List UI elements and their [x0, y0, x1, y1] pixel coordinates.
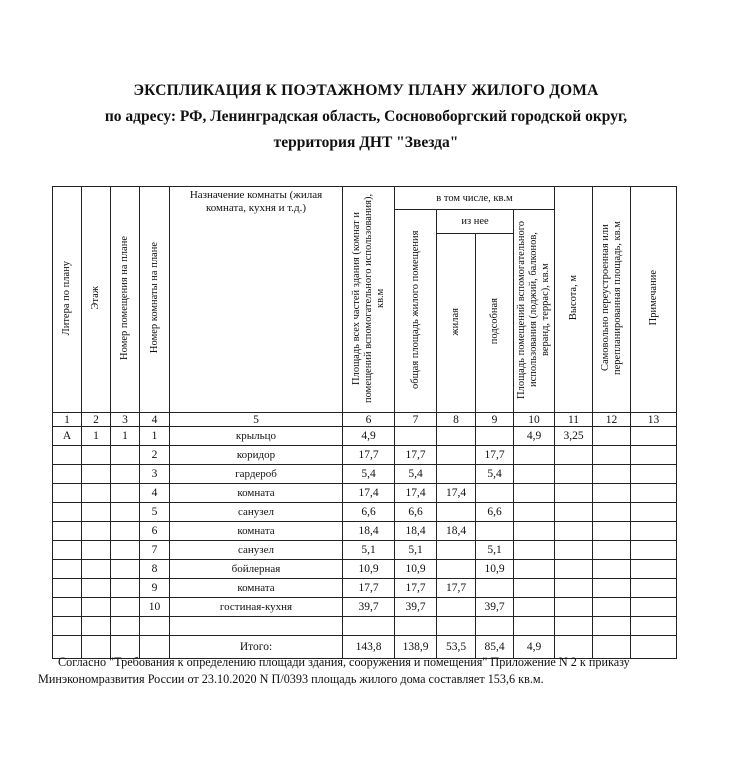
cell-unauthorized	[593, 560, 631, 579]
cell-living-total	[395, 427, 437, 446]
cell-living	[437, 446, 476, 465]
table-row	[53, 560, 677, 579]
cell-note	[631, 522, 677, 541]
header-living: жилая	[437, 234, 476, 413]
cell-total-area	[343, 617, 395, 636]
col-number: 6	[343, 413, 395, 427]
table-row	[53, 617, 677, 636]
cell-living	[437, 541, 476, 560]
cell-height	[555, 579, 593, 598]
table-row	[53, 484, 677, 503]
cell-aux-premises	[514, 579, 555, 598]
cell-premises-no	[111, 484, 140, 503]
cell-auxiliary: 6,6	[476, 503, 514, 522]
total-living-value: 53,5	[437, 636, 476, 659]
cell-auxiliary	[476, 579, 514, 598]
cell-living-total: 17,4	[395, 484, 437, 503]
col-number: 7	[395, 413, 437, 427]
col-number: 9	[476, 413, 514, 427]
header-aux-premises: Площадь помещений вспомогательного использования (лоджий, балконов, веранд, террас), кв.м	[514, 210, 555, 413]
cell-note	[631, 446, 677, 465]
cell-height	[555, 617, 593, 636]
total-living-total-value: 138,9	[395, 636, 437, 659]
cell-auxiliary: 10,9	[476, 560, 514, 579]
header-premises-no: Номер помещения на плане	[111, 187, 140, 413]
cell-height: 3,25	[555, 427, 593, 446]
cell-floor	[82, 522, 111, 541]
cell-purpose: крыльцо	[170, 427, 343, 446]
cell-living-total: 17,7	[395, 579, 437, 598]
cell-room-no: 5	[140, 503, 170, 522]
col-number: 1	[53, 413, 82, 427]
document-title	[0, 78, 732, 156]
cell-purpose: бойлерная	[170, 560, 343, 579]
table-row	[53, 579, 677, 598]
cell-aux-premises	[514, 560, 555, 579]
title-line-2: по адресу: РФ, Ленинградская область, Сосновоборгский городской округ,	[104, 108, 628, 125]
cell-room-no	[140, 617, 170, 636]
cell-living-total: 5,4	[395, 465, 437, 484]
table-row	[53, 427, 677, 446]
area-note: Согласно "Требования к определению площади здания, сооружения и помещения" Приложение N 2 к приказу Минэкономразвития России от 23.10.2020 N П/0393 площадь жилого дома составляет 153,6 кв.м.	[38, 655, 630, 686]
cell-total-area: 39,7	[343, 598, 395, 617]
col-number: 13	[631, 413, 677, 427]
header-purpose: Назначение комнаты (жилая комната, кухня и т.д.)	[170, 187, 343, 413]
cell-room-no: 10	[140, 598, 170, 617]
col-number: 4	[140, 413, 170, 427]
cell-room-no: 8	[140, 560, 170, 579]
cell-living	[437, 617, 476, 636]
cell-aux-premises	[514, 465, 555, 484]
cell-living	[437, 427, 476, 446]
header-living-total: общая площадь жилого помещения	[395, 210, 437, 413]
cell-premises-no	[111, 617, 140, 636]
cell-total-area: 17,7	[343, 446, 395, 465]
cell-note	[631, 465, 677, 484]
cell-litera	[53, 446, 82, 465]
cell-note	[631, 560, 677, 579]
total-area-value: 143,8	[343, 636, 395, 659]
cell-room-no: 9	[140, 579, 170, 598]
cell-litera: А	[53, 427, 82, 446]
cell-premises-no	[111, 522, 140, 541]
cell-living: 17,7	[437, 579, 476, 598]
cell-aux-premises: 4,9	[514, 427, 555, 446]
cell-note	[631, 579, 677, 598]
cell-litera	[53, 484, 82, 503]
cell-height	[555, 446, 593, 465]
cell-height	[555, 598, 593, 617]
cell-auxiliary: 17,7	[476, 446, 514, 465]
header-floor: Этаж	[82, 187, 111, 413]
cell-note	[631, 598, 677, 617]
cell-total-area: 4,9	[343, 427, 395, 446]
cell-aux-premises	[514, 503, 555, 522]
cell-auxiliary: 5,1	[476, 541, 514, 560]
header-row-1	[53, 187, 677, 210]
cell-living	[437, 598, 476, 617]
cell-height	[555, 522, 593, 541]
cell-litera	[53, 579, 82, 598]
cell-litera	[53, 560, 82, 579]
cell-premises-no: 1	[111, 427, 140, 446]
cell-purpose	[170, 617, 343, 636]
cell-unauthorized	[593, 446, 631, 465]
cell-aux-premises	[514, 446, 555, 465]
title-line-1: ЭКСПЛИКАЦИЯ К ПОЭТАЖНОМУ ПЛАНУ ЖИЛОГО ДОМА	[133, 82, 599, 99]
cell-auxiliary: 5,4	[476, 465, 514, 484]
cell-floor	[82, 579, 111, 598]
cell-total-area: 5,1	[343, 541, 395, 560]
cell-auxiliary	[476, 522, 514, 541]
cell-purpose: гостиная-кухня	[170, 598, 343, 617]
cell-purpose: комната	[170, 484, 343, 503]
col-number: 3	[111, 413, 140, 427]
cell-note	[631, 503, 677, 522]
total-aux-premises-value: 4,9	[514, 636, 555, 659]
table-row	[53, 465, 677, 484]
cell-height	[555, 541, 593, 560]
cell-litera	[53, 541, 82, 560]
cell-premises-no	[111, 560, 140, 579]
cell-purpose: комната	[170, 579, 343, 598]
cell-premises-no	[111, 579, 140, 598]
cell-litera	[53, 465, 82, 484]
cell-premises-no	[111, 465, 140, 484]
cell-living-total: 39,7	[395, 598, 437, 617]
cell-room-no: 7	[140, 541, 170, 560]
table-row	[53, 598, 677, 617]
cell-floor	[82, 560, 111, 579]
cell-living: 18,4	[437, 522, 476, 541]
header-litera: Литера по плану	[53, 187, 82, 413]
table-body	[53, 427, 677, 636]
explication-table	[52, 186, 677, 659]
cell-auxiliary: 39,7	[476, 598, 514, 617]
cell-living-total: 5,1	[395, 541, 437, 560]
cell-auxiliary	[476, 484, 514, 503]
cell-aux-premises	[514, 598, 555, 617]
cell-height	[555, 560, 593, 579]
cell-litera	[53, 617, 82, 636]
column-numbers-row	[53, 413, 677, 427]
cell-premises-no	[111, 598, 140, 617]
header-total-area: Площадь всех частей здания (комнат и помещений вспомогательного использования), кв.м	[343, 187, 395, 413]
total-label: Итого:	[170, 636, 343, 659]
cell-total-area: 17,7	[343, 579, 395, 598]
cell-living	[437, 560, 476, 579]
cell-note	[631, 617, 677, 636]
cell-room-no: 2	[140, 446, 170, 465]
header-unauthorized: Самовольно переустроенная или перепланированная площадь, кв.м	[593, 187, 631, 413]
col-number: 12	[593, 413, 631, 427]
cell-room-no: 6	[140, 522, 170, 541]
cell-unauthorized	[593, 503, 631, 522]
title-line-3: территория ДНТ "Звезда"	[273, 134, 459, 151]
cell-auxiliary	[476, 617, 514, 636]
cell-purpose: комната	[170, 522, 343, 541]
cell-purpose: санузел	[170, 503, 343, 522]
cell-living	[437, 503, 476, 522]
cell-note	[631, 484, 677, 503]
cell-room-no: 3	[140, 465, 170, 484]
cell-premises-no	[111, 446, 140, 465]
header-height: Высота, м	[555, 187, 593, 413]
cell-unauthorized	[593, 617, 631, 636]
table-row	[53, 503, 677, 522]
cell-total-area: 6,6	[343, 503, 395, 522]
cell-room-no: 1	[140, 427, 170, 446]
cell-premises-no	[111, 541, 140, 560]
cell-living-total: 10,9	[395, 560, 437, 579]
col-number: 2	[82, 413, 111, 427]
cell-living-total	[395, 617, 437, 636]
cell-aux-premises	[514, 522, 555, 541]
header-note: Примечание	[631, 187, 677, 413]
cell-floor	[82, 541, 111, 560]
cell-living-total: 17,7	[395, 446, 437, 465]
header-auxiliary: подсобная	[476, 234, 514, 413]
cell-aux-premises	[514, 484, 555, 503]
cell-total-area: 17,4	[343, 484, 395, 503]
header-incl: в том числе, кв.м	[395, 187, 555, 210]
cell-floor	[82, 465, 111, 484]
cell-auxiliary	[476, 427, 514, 446]
cell-floor	[82, 484, 111, 503]
total-auxiliary-value: 85,4	[476, 636, 514, 659]
cell-unauthorized	[593, 579, 631, 598]
cell-purpose: гардероб	[170, 465, 343, 484]
cell-living-total: 18,4	[395, 522, 437, 541]
cell-room-no: 4	[140, 484, 170, 503]
cell-living: 17,4	[437, 484, 476, 503]
table-row	[53, 446, 677, 465]
cell-height	[555, 484, 593, 503]
col-number: 11	[555, 413, 593, 427]
cell-unauthorized	[593, 598, 631, 617]
cell-litera	[53, 503, 82, 522]
cell-floor: 1	[82, 427, 111, 446]
cell-note	[631, 541, 677, 560]
cell-litera	[53, 522, 82, 541]
cell-unauthorized	[593, 541, 631, 560]
cell-premises-no	[111, 503, 140, 522]
cell-unauthorized	[593, 427, 631, 446]
cell-floor	[82, 617, 111, 636]
table-row	[53, 541, 677, 560]
cell-unauthorized	[593, 465, 631, 484]
cell-height	[555, 503, 593, 522]
header-of-which: из нее	[437, 210, 514, 234]
cell-height	[555, 465, 593, 484]
cell-total-area: 18,4	[343, 522, 395, 541]
cell-living	[437, 465, 476, 484]
cell-unauthorized	[593, 484, 631, 503]
cell-total-area: 5,4	[343, 465, 395, 484]
cell-living-total: 6,6	[395, 503, 437, 522]
col-number: 5	[170, 413, 343, 427]
cell-aux-premises	[514, 541, 555, 560]
cell-floor	[82, 503, 111, 522]
cell-note	[631, 427, 677, 446]
cell-floor	[82, 446, 111, 465]
cell-litera	[53, 598, 82, 617]
cell-purpose: санузел	[170, 541, 343, 560]
cell-purpose: коридор	[170, 446, 343, 465]
cell-total-area: 10,9	[343, 560, 395, 579]
cell-unauthorized	[593, 522, 631, 541]
header-room-no: Номер комнаты на плане	[140, 187, 170, 413]
cell-floor	[82, 598, 111, 617]
table-row	[53, 522, 677, 541]
cell-aux-premises	[514, 617, 555, 636]
col-number: 10	[514, 413, 555, 427]
col-number: 8	[437, 413, 476, 427]
